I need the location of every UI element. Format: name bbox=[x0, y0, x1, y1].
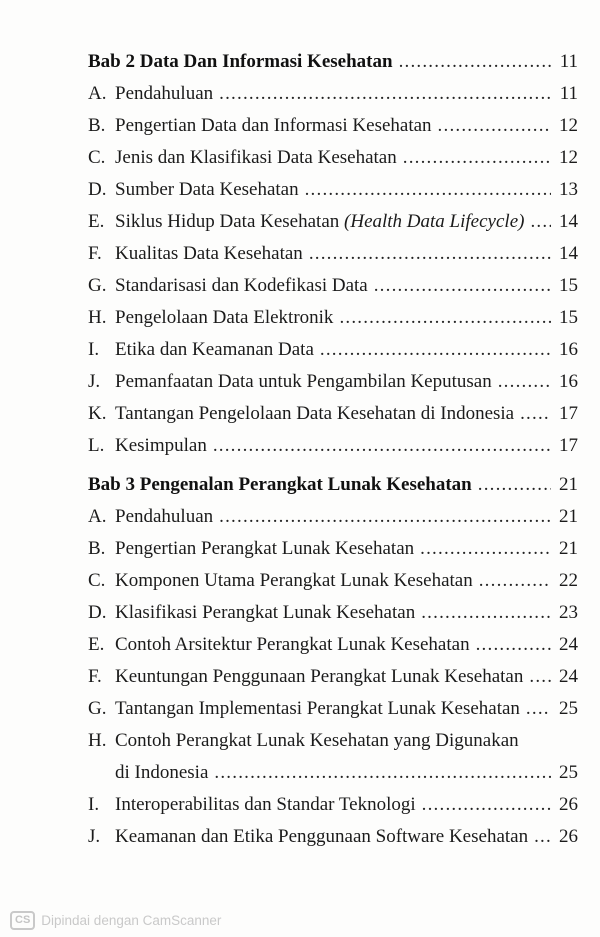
dot-leader bbox=[520, 398, 551, 430]
toc-entry-page: 13 bbox=[559, 179, 578, 200]
toc-entry-title bbox=[115, 270, 368, 302]
toc-entry-page: 26 bbox=[559, 794, 578, 815]
toc-entry-title bbox=[115, 693, 520, 725]
toc-entry-title-text: Klasifikasi Perangkat Lunak Kesehatan bbox=[115, 602, 416, 623]
dot-leader bbox=[309, 238, 551, 270]
toc-entry-page: 12 bbox=[559, 115, 578, 136]
toc-entry bbox=[88, 174, 578, 206]
toc-entry bbox=[88, 334, 578, 366]
toc-entry-title bbox=[115, 334, 314, 366]
camscanner-footer bbox=[10, 911, 221, 930]
toc-entry-letter: I. bbox=[88, 339, 100, 360]
toc-entry-letter: H. bbox=[88, 307, 107, 328]
toc-entry-continuation bbox=[88, 757, 578, 789]
toc-entry bbox=[88, 142, 578, 174]
toc-entry-page: 23 bbox=[559, 602, 578, 623]
dot-leader bbox=[421, 597, 551, 629]
dot-leader bbox=[403, 142, 551, 174]
toc-entry-title-text: Standarisasi dan Kodefikasi Data bbox=[115, 275, 368, 296]
toc-entry bbox=[88, 629, 578, 661]
toc-entry bbox=[88, 533, 578, 565]
toc-entry-title-text: Tantangan Pengelolaan Data Kesehatan di Indonesia bbox=[115, 403, 515, 424]
toc-entry-title bbox=[115, 565, 473, 597]
dot-leader bbox=[399, 46, 551, 78]
toc-entry-title bbox=[115, 78, 213, 110]
toc-entry-page: 24 bbox=[559, 634, 578, 655]
section-title: Bab 3 Pengenalan Perangkat Lunak Kesehatan bbox=[88, 474, 472, 495]
dot-leader bbox=[526, 693, 551, 725]
toc-entry-letter: G. bbox=[88, 698, 107, 719]
toc-entry-letter: K. bbox=[88, 403, 107, 424]
toc-entry-page: 24 bbox=[559, 666, 578, 687]
toc-entry-title-text: Contoh Perangkat Lunak Kesehatan yang Digunakan bbox=[115, 730, 519, 751]
toc-entry-page: 14 bbox=[559, 211, 578, 232]
camscanner-logo-icon: CS bbox=[10, 911, 35, 930]
toc-entry-page: 21 bbox=[559, 538, 578, 559]
toc-entry-page: 12 bbox=[559, 147, 578, 168]
toc-entry-letter: E. bbox=[88, 211, 105, 232]
dot-leader bbox=[305, 174, 551, 206]
camscanner-text: Dipindai dengan CamScanner bbox=[41, 913, 222, 928]
toc-entry-title-text: Pengertian Perangkat Lunak Kesehatan bbox=[115, 538, 415, 559]
dot-leader bbox=[213, 430, 551, 462]
toc-entry-title: di Indonesia bbox=[115, 762, 209, 783]
toc-entry bbox=[88, 78, 578, 110]
toc-entry-title-text: Kualitas Data Kesehatan bbox=[115, 243, 303, 264]
toc-entry-title-text: Pendahuluan bbox=[115, 506, 214, 527]
toc-entry-letter: J. bbox=[88, 826, 101, 847]
toc-entry-title-text: Pemanfaatan Data untuk Pengambilan Keputusan bbox=[115, 371, 492, 392]
toc-entry-letter: G. bbox=[88, 275, 107, 296]
dot-leader bbox=[339, 302, 551, 334]
toc-entry-letter: L. bbox=[88, 435, 105, 456]
toc-entry-title bbox=[115, 206, 524, 238]
dot-leader bbox=[478, 469, 551, 501]
toc-entry-title-text: Etika dan Keamanan Data bbox=[115, 339, 314, 360]
toc-entry-title-text: Kesimpulan bbox=[115, 435, 207, 456]
toc-entry-title bbox=[115, 725, 519, 757]
toc-entry-title-text: Komponen Utama Perangkat Lunak Kesehatan bbox=[115, 570, 473, 591]
dot-leader bbox=[530, 206, 551, 238]
toc-entry bbox=[88, 430, 578, 462]
toc-entry-page: 11 bbox=[559, 83, 578, 104]
toc-entry-title bbox=[115, 629, 470, 661]
dot-leader bbox=[219, 78, 551, 110]
toc-entry-title bbox=[115, 398, 514, 430]
toc-entry-title-text: Pendahuluan bbox=[115, 83, 214, 104]
dot-leader bbox=[529, 661, 551, 693]
toc-entry-title bbox=[115, 238, 303, 270]
toc-entry-title-text: Keamanan dan Etika Penggunaan Software Kesehatan bbox=[115, 826, 529, 847]
toc-entry-letter: C. bbox=[88, 147, 106, 168]
toc-entry-title-italic: (Health Data Lifecycle) bbox=[344, 211, 525, 232]
toc-section-page: 11 bbox=[559, 51, 578, 72]
toc-entry-page: 16 bbox=[559, 339, 578, 360]
toc-entry-title bbox=[115, 661, 523, 693]
dot-leader bbox=[420, 533, 551, 565]
toc-entry-title bbox=[115, 533, 414, 565]
toc-entry bbox=[88, 789, 578, 821]
toc-section-page: 21 bbox=[559, 474, 578, 495]
toc-entry bbox=[88, 366, 578, 398]
toc-entry-page: 16 bbox=[559, 371, 578, 392]
toc-entry bbox=[88, 597, 578, 629]
toc-entry-title-text: Interoperabilitas dan Standar Teknologi bbox=[115, 794, 416, 815]
toc-entry-letter: J. bbox=[88, 371, 101, 392]
toc-entry bbox=[88, 693, 578, 725]
dot-leader bbox=[476, 629, 551, 661]
toc-entry bbox=[88, 238, 578, 270]
toc-entry-title-text: Pengelolaan Data Elektronik bbox=[115, 307, 334, 328]
toc-entry-title-text: Siklus Hidup Data Kesehatan bbox=[115, 211, 345, 232]
toc-entry-title-text: Sumber Data Kesehatan bbox=[115, 179, 299, 200]
toc-entry-page: 25 bbox=[559, 762, 578, 783]
dot-leader bbox=[498, 366, 551, 398]
toc-section-heading bbox=[88, 46, 578, 78]
toc-entry-page: 22 bbox=[559, 570, 578, 591]
dot-leader bbox=[438, 110, 551, 142]
toc-entry-title bbox=[115, 430, 207, 462]
toc-entry-letter: A. bbox=[88, 506, 107, 527]
toc-entry-title-text: Jenis dan Klasifikasi Data Kesehatan bbox=[115, 147, 397, 168]
dot-leader bbox=[422, 789, 551, 821]
toc-entry-title bbox=[115, 110, 432, 142]
toc-entry-title-text: Keuntungan Penggunaan Perangkat Lunak Kesehatan bbox=[115, 666, 524, 687]
toc-entry-title-text: Tantangan Implementasi Perangkat Lunak Kesehatan bbox=[115, 698, 520, 719]
toc-entry bbox=[88, 270, 578, 302]
toc-entry bbox=[88, 725, 578, 757]
toc-entry-page: 14 bbox=[559, 243, 578, 264]
toc-entry-page: 21 bbox=[559, 506, 578, 527]
toc-entry-letter: E. bbox=[88, 634, 105, 655]
dot-leader bbox=[320, 334, 551, 366]
dot-leader bbox=[374, 270, 551, 302]
table-of-contents bbox=[88, 46, 578, 853]
dot-leader bbox=[219, 501, 551, 533]
toc-entry-letter: D. bbox=[88, 602, 107, 623]
toc-entry-title bbox=[115, 821, 528, 853]
toc-entry-title-text: Pengertian Data dan Informasi Kesehatan bbox=[115, 115, 432, 136]
toc-entry-title bbox=[115, 366, 492, 398]
toc-entry-page: 15 bbox=[559, 275, 578, 296]
toc-entry-page: 25 bbox=[559, 698, 578, 719]
toc-entry-title bbox=[115, 789, 416, 821]
toc-entry-title bbox=[115, 174, 299, 206]
toc-section-heading bbox=[88, 469, 578, 501]
toc-entry bbox=[88, 565, 578, 597]
toc-entry-letter: B. bbox=[88, 115, 106, 136]
toc-entry bbox=[88, 302, 578, 334]
toc-entry-title bbox=[115, 302, 333, 334]
toc-entry bbox=[88, 206, 578, 238]
toc-entry-page: 26 bbox=[559, 826, 578, 847]
toc-entry bbox=[88, 501, 578, 533]
toc-entry-letter: I. bbox=[88, 794, 100, 815]
toc-entry-page: 17 bbox=[559, 435, 578, 456]
toc-entry-letter: H. bbox=[88, 730, 107, 751]
toc-entry-title bbox=[115, 597, 415, 629]
toc-entry-page: 17 bbox=[559, 403, 578, 424]
dot-leader bbox=[534, 821, 551, 853]
dot-leader bbox=[479, 565, 551, 597]
toc-entry bbox=[88, 398, 578, 430]
toc-entry-letter: A. bbox=[88, 83, 107, 104]
toc-entry-page: 15 bbox=[559, 307, 578, 328]
toc-entry-title bbox=[115, 142, 397, 174]
toc-entry bbox=[88, 821, 578, 853]
toc-entry bbox=[88, 661, 578, 693]
toc-entry-letter: D. bbox=[88, 179, 107, 200]
toc-entry bbox=[88, 110, 578, 142]
toc-entry-letter: F. bbox=[88, 666, 102, 687]
toc-entry-title-text: Contoh Arsitektur Perangkat Lunak Kesehatan bbox=[115, 634, 470, 655]
section-title: Bab 2 Data Dan Informasi Kesehatan bbox=[88, 51, 393, 72]
toc-entry-letter: C. bbox=[88, 570, 106, 591]
toc-entry-title bbox=[115, 501, 213, 533]
dot-leader bbox=[214, 757, 551, 789]
toc-entry-letter: B. bbox=[88, 538, 106, 559]
toc-entry-letter: F. bbox=[88, 243, 102, 264]
